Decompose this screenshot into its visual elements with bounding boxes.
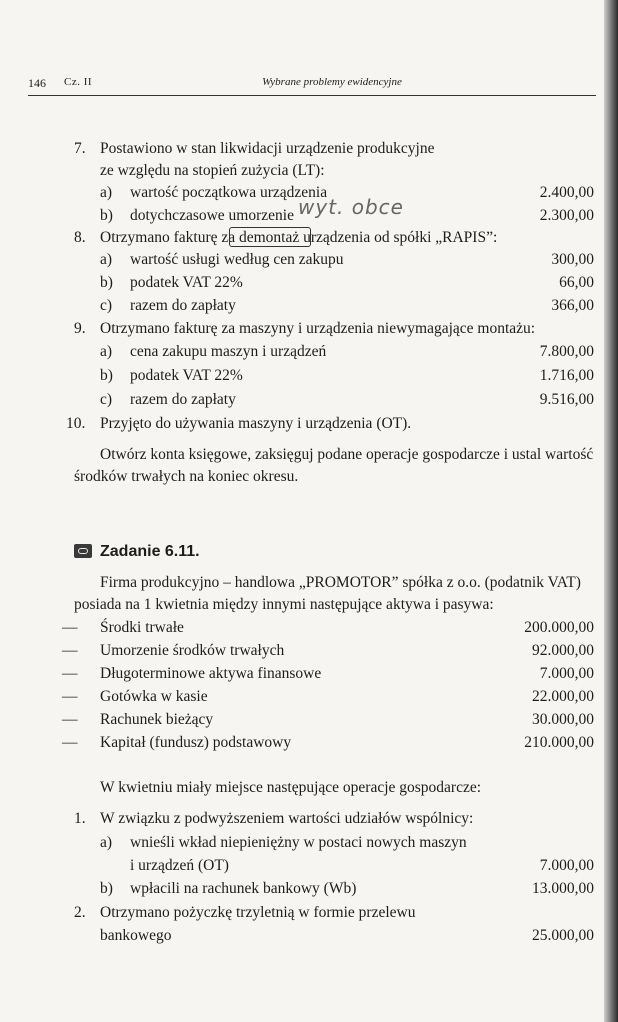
op-subline: i urządzeń (OT) 7.000,00 bbox=[130, 857, 594, 874]
balance-item: — Umorzenie środków trwałych 92.000,00 bbox=[62, 642, 594, 659]
op-line: 8. Otrzymano fakturę za demontaż urządzenia od spółki „RAPIS”: bbox=[74, 229, 498, 246]
handwritten-note: wyt. obce bbox=[298, 195, 404, 219]
op-subline: a) wartość początkowa urządzenia 2.400,00 bbox=[100, 184, 594, 201]
page-binding-shadow bbox=[604, 0, 618, 1022]
op-subline: a) wartość usługi według cen zakupu 300,00 bbox=[100, 251, 594, 268]
op-subline: a) wnieśli wkład niepieniężny w postaci nowych maszyn bbox=[100, 834, 467, 851]
op-subline: a) cena zakupu maszyn i urządzeń 7.800,00 bbox=[100, 343, 594, 360]
op-line: 2. Otrzymano pożyczkę trzyletnią w formie przelewu bbox=[74, 904, 416, 921]
op-subline: c) razem do zapłaty 9.516,00 bbox=[100, 391, 594, 408]
chapter-label: Cz. II bbox=[64, 76, 93, 88]
balance-item: — Gotówka w kasie 22.000,00 bbox=[62, 688, 594, 705]
ops-intro: W kwietniu miały miejsce następujące operacje gospodarcze: bbox=[100, 779, 482, 796]
op-line: bankowego 25.000,00 bbox=[100, 927, 594, 944]
balance-item: — Środki trwałe 200.000,00 bbox=[62, 619, 594, 636]
task-heading: Zadanie 6.11. bbox=[100, 543, 200, 560]
handwritten-box bbox=[229, 227, 311, 247]
op-line: 9. Otrzymano fakturę za maszyny i urządzenia niewymagające montażu: bbox=[74, 320, 536, 337]
running-title: Wybrane problemy ewidencyjne bbox=[262, 76, 402, 88]
task-icon bbox=[74, 544, 92, 558]
op-line: ze względu na stopień zużycia (LT): bbox=[100, 162, 325, 179]
balance-item: — Długoterminowe aktywa finansowe 7.000,00 bbox=[62, 665, 594, 682]
task-intro: Firma produkcyjno – handlowa „PROMOTOR” spółka z o.o. (podatnik VAT) posiada na 1 kwietnia między innymi następujące aktywa i pasywa: bbox=[74, 574, 581, 613]
instruction-paragraph: Otwórz konta księgowe, zaksięguj podane operacje gospodarcze i ustal wartość środków trwałych na koniec okresu. bbox=[74, 446, 594, 485]
page-header bbox=[28, 76, 596, 96]
page-number: 146 bbox=[28, 76, 46, 90]
op-line: 7. Postawiono w stan likwidacji urządzenie produkcyjne bbox=[74, 140, 435, 157]
op-line: 10. Przyjęto do używania maszyny i urządzenia (OT). bbox=[66, 415, 412, 432]
op-subline: b) podatek VAT 22% 1.716,00 bbox=[100, 367, 594, 384]
op-subline: b) podatek VAT 22% 66,00 bbox=[100, 274, 594, 291]
balance-item: — Kapitał (fundusz) podstawowy 210.000,00 bbox=[62, 734, 594, 751]
balance-item: — Rachunek bieżący 30.000,00 bbox=[62, 711, 594, 728]
op-subline: b) wpłacili na rachunek bankowy (Wb) 13.000,00 bbox=[100, 880, 594, 897]
header-rule bbox=[28, 95, 596, 96]
op-subline: b) dotychczasowe umorzenie 2.300,00 bbox=[100, 207, 594, 224]
op-line: 1. W związku z podwyższeniem wartości udziałów wspólnicy: bbox=[74, 810, 474, 827]
op-subline: c) razem do zapłaty 366,00 bbox=[100, 297, 594, 314]
